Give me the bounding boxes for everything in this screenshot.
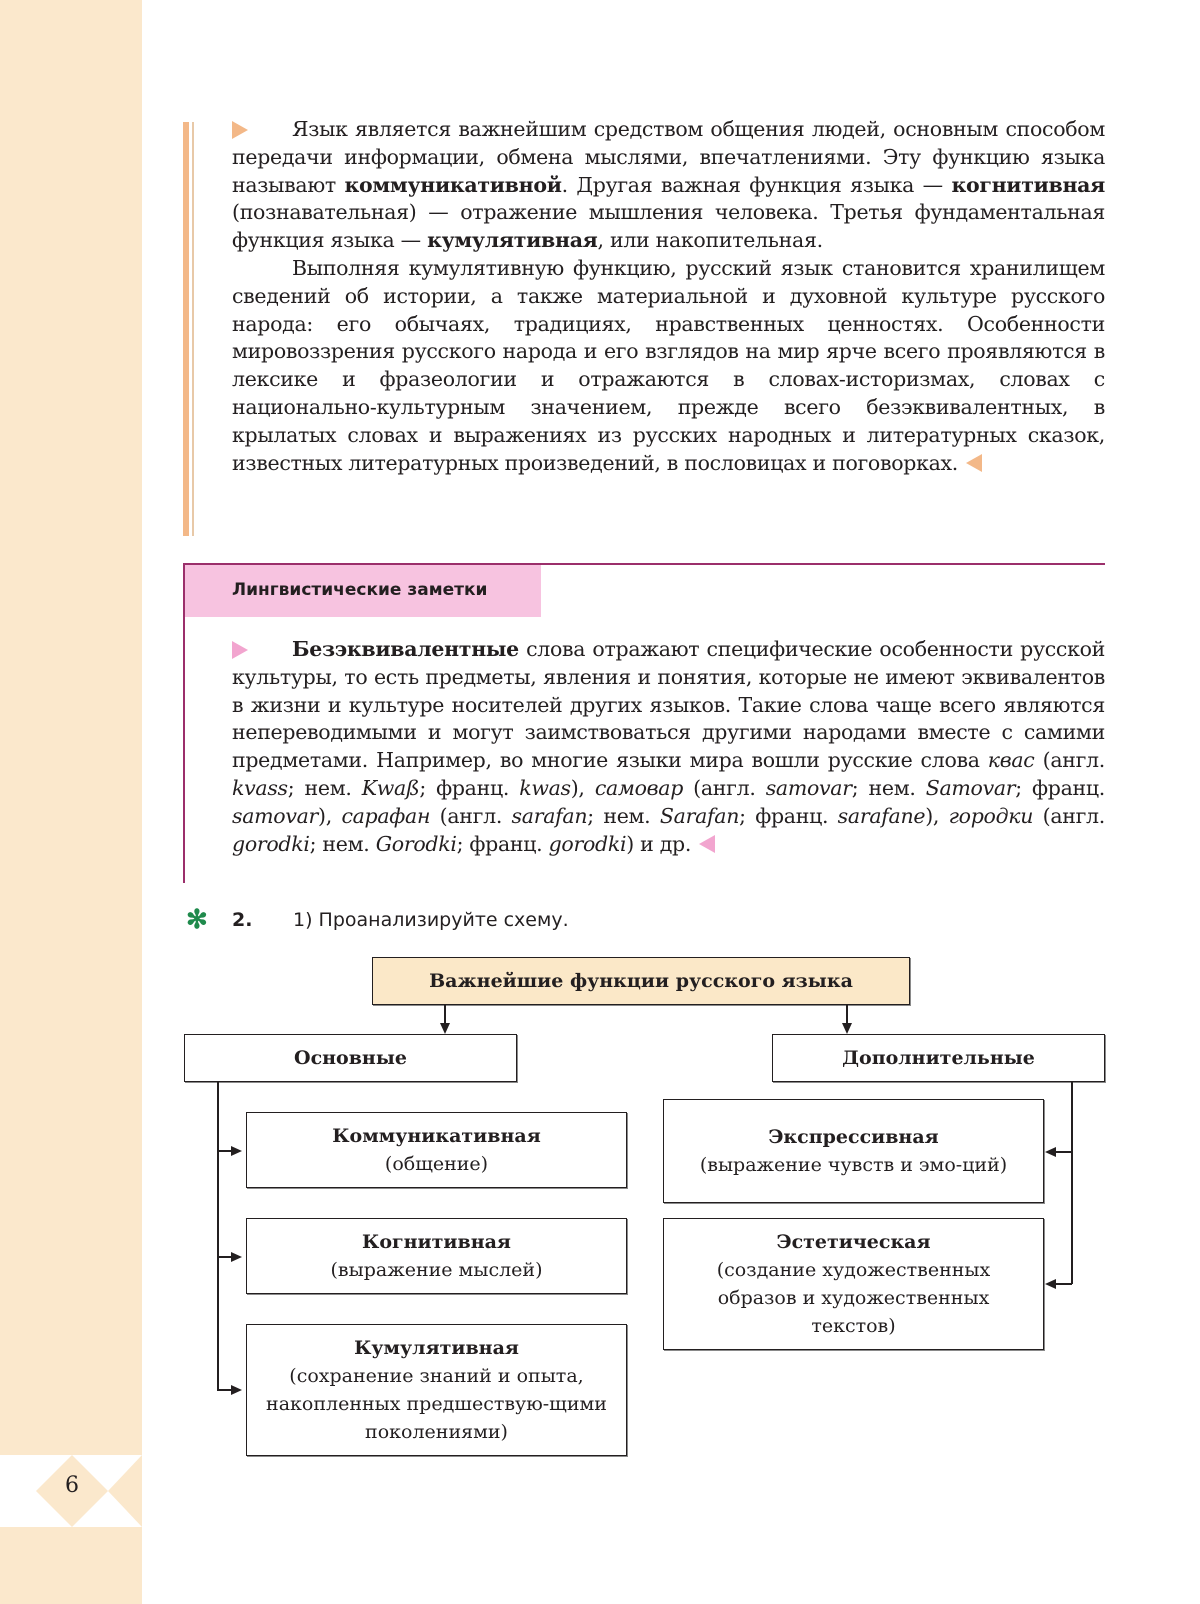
task-number: 2. — [232, 909, 253, 931]
function-box-communicative: Коммуникативная (общение) — [246, 1112, 627, 1188]
connector-line — [1056, 1151, 1072, 1153]
asterisk-icon: ✻ — [186, 905, 208, 935]
function-box-cognitive: Когнитивная (выражение мыслей) — [246, 1218, 627, 1294]
connector-line — [217, 1082, 219, 1390]
notes-text — [232, 636, 1105, 858]
arrow-right-icon — [231, 1385, 242, 1395]
intro-paragraph-1: Язык является важнейшим средством общения людей, основным способом передачи информации, обмена мыслями, впечатлениями. Эту функцию языка называют коммуникативной. Другая важная функция языка — когнитивная (познавательная) — отражение мышления человека. Третья фундаментальная функция языка — кумулятивная, или накопительная. — [232, 117, 1105, 253]
section-accent-bar-thin — [192, 122, 194, 536]
arrow-down-icon — [842, 1023, 852, 1034]
page-margin — [0, 0, 142, 1604]
page-number: 6 — [65, 1473, 79, 1498]
connector-line — [1071, 1082, 1073, 1284]
connector-line — [217, 1256, 231, 1258]
connector-line — [846, 1005, 848, 1025]
arrow-right-icon — [231, 1252, 242, 1262]
connector-line — [444, 1005, 446, 1025]
function-box-expressive: Экспрессивная (выражение чувств и эмо-ций) — [663, 1099, 1044, 1203]
connector-line — [1056, 1283, 1072, 1285]
notes-title: Лингвистические заметки — [232, 580, 488, 600]
connector-line — [217, 1389, 231, 1391]
task-instruction: 1) Проанализируйте схему. — [293, 909, 569, 931]
arrow-left-icon — [1045, 1147, 1056, 1157]
function-box-aesthetic: Эстетическая (создание художественных образов и художественных текстов) — [663, 1218, 1044, 1350]
intro-paragraph-2: Выполняя кумулятивную функцию, русский язык становится хранилищем сведений об истории, а также материальной и духовной культуре русского народа: его обычаях, традициях, нравственных ценностях. Особенности мировоззрения русского народа и его взглядов на мир ярче всего проявляются в лексике и фразеологии и отражаются в словах-историзмах, словах с национально-культурным значением, прежде всего безэквивалентных, в крылатых словах и выражениях из русских народных и литературных сказок, известных литературных произведений, в пословицах и поговорках. — [232, 255, 1105, 475]
intro-text — [232, 116, 1105, 477]
notes-paragraph: Безэквивалентные слова отражают специфические особенности русской культуры, то есть предметы, явления и понятия, которые не имеют эквивалентов в жизни и культуре носителей других языков. Такие слова чаще всего являются непереводимыми и могут заимствоваться другими народами вместе с самими предметами. Например, во многие языки мира вошли русские слова квас (англ. kvass; нем. Kwaß; франц. kwas), самовар (англ. samovar; нем. Samovar; франц. samovar), сарафан (англ. sarafan; нем. Sarafan; франц. sarafane), городки (англ. gorodki; нем. Gorodki; франц. gorodki) и др. — [232, 637, 1105, 856]
diagram-root-box: Важнейшие функции русского языка — [372, 957, 910, 1005]
arrow-left-icon — [1045, 1279, 1056, 1289]
paragraph-end-marker-icon — [966, 454, 982, 472]
page-number-triangle — [108, 1455, 142, 1527]
diagram-main-box: Основные — [184, 1034, 517, 1082]
notes-end-marker-icon — [699, 835, 715, 853]
function-box-cumulative: Кумулятивная (сохранение знаний и опыта, накопленных предшествую-щими поколениями) — [246, 1324, 627, 1456]
arrow-down-icon — [440, 1023, 450, 1034]
section-accent-bar — [183, 122, 189, 536]
arrow-right-icon — [231, 1146, 242, 1156]
connector-line — [217, 1150, 231, 1152]
diagram-additional-box: Дополнительные — [772, 1034, 1105, 1082]
